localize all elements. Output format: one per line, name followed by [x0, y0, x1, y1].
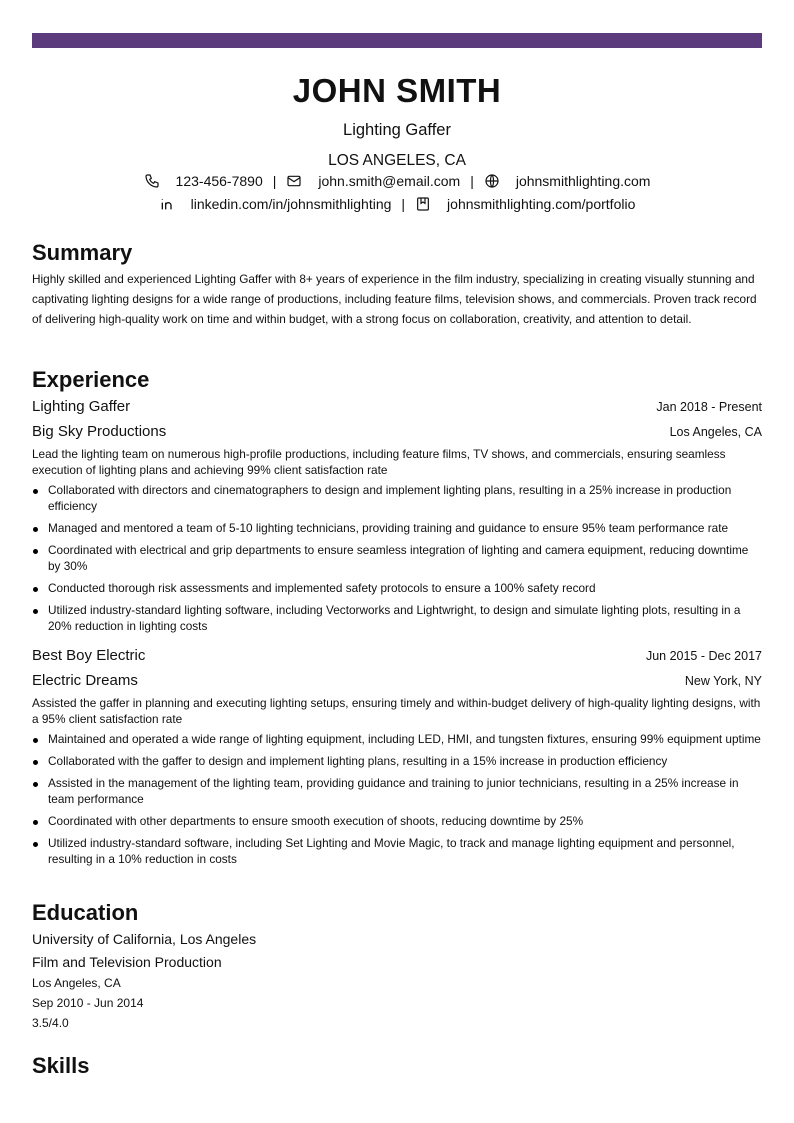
- job-bullets: [32, 731, 762, 873]
- experience-heading: Experience: [32, 367, 150, 392]
- education-heading: Education: [32, 900, 139, 925]
- list-item: Coordinated with electrical and grip departments to ensure seamless integration of lighting and camera equipment, reducing downtime by 30%: [32, 542, 762, 574]
- email-text: john.smith@email.com: [318, 173, 461, 189]
- contact-row-secondary: [32, 196, 762, 212]
- job-bullets: [32, 482, 762, 640]
- job-company: Big Sky Productions: [32, 423, 167, 440]
- separator: |: [272, 173, 277, 189]
- list-item: Coordinated with other departments to ensure smooth execution of shoots, reducing downtime by 25%: [32, 813, 762, 829]
- education-school: University of California, Los Angeles: [32, 931, 257, 947]
- list-item: Utilized industry-standard lighting software, including Vectorworks and Lightwright, to design and simulate lighting plots, resulting in a 20% reduction in lighting costs: [32, 602, 762, 634]
- linkedin-contact[interactable]: [159, 196, 392, 212]
- contact-row-primary: [32, 173, 762, 189]
- job-description: Lead the lighting team on numerous high-profile productions, including feature films, TV shows, and commercials, ensuring seamless execution of lighting plans and achieving 99% client satisfaction rate: [32, 447, 726, 477]
- phone-contact[interactable]: [144, 173, 263, 189]
- job-dates: Jun 2015 - Dec 2017: [645, 649, 762, 663]
- separator: |: [470, 173, 474, 189]
- phone-text: 123-456-7890: [175, 173, 263, 189]
- education-location: Los Angeles, CA: [32, 976, 121, 990]
- accent-bar: [32, 33, 762, 48]
- summary-text: Highly skilled and experienced Lighting Gaffer with 8+ years of experience in the film industry, specializing in creating visually stunning and captivating lighting designs for a wide range of productions, including feature films, television shows, and commercials. Proven track record of delivering high-quality work on time and within budget, with a strong focus on collaboration, creativity, and attention to detail.: [32, 272, 757, 326]
- summary-heading: Summary: [32, 240, 133, 265]
- separator: |: [401, 196, 406, 212]
- job-dates: Jan 2018 - Present: [656, 400, 762, 414]
- education-gpa: 3.5/4.0: [32, 1016, 69, 1030]
- candidate-name: JOHN SMITH: [292, 72, 502, 109]
- job-location: New York, NY: [684, 674, 762, 688]
- job-description: Assisted the gaffer in planning and executing lighting setups, ensuring timely and within-budget delivery of high-quality lighting designs, with a 95% client satisfaction rate: [32, 696, 761, 726]
- list-item: Managed and mentored a team of 5-10 lighting technicians, providing training and guidance to ensure 95% team performance rate: [32, 520, 762, 536]
- list-item: Collaborated with the gaffer to design and implement lighting plans, resulting in a 15% increase in production efficiency: [32, 753, 762, 769]
- portfolio-contact[interactable]: [415, 196, 635, 212]
- job-title: Best Boy Electric: [32, 647, 146, 664]
- portfolio-icon: [415, 196, 431, 212]
- list-item: Utilized industry-standard software, including Set Lighting and Movie Magic, to track and manage lighting equipment and personnel, resulting in a 10% reduction in costs: [32, 835, 762, 867]
- linkedin-text: linkedin.com/in/johnsmithlighting: [190, 196, 392, 212]
- list-item: Conducted thorough risk assessments and implemented safety protocols to ensure a 100% safety record: [32, 580, 762, 596]
- education-dates: Sep 2010 - Jun 2014: [32, 996, 144, 1010]
- phone-icon: [144, 173, 160, 189]
- list-item: Maintained and operated a wide range of lighting equipment, including LED, HMI, and tungsten fixtures, ensuring 99% equipment uptime: [32, 731, 762, 747]
- portfolio-text: johnsmithlighting.com/portfolio: [447, 196, 636, 212]
- candidate-location: LOS ANGELES, CA: [328, 152, 466, 169]
- website-contact[interactable]: [484, 173, 651, 189]
- email-icon: [286, 173, 302, 189]
- job-title: Lighting Gaffer: [32, 398, 131, 415]
- education-degree: Film and Television Production: [32, 954, 222, 970]
- email-contact[interactable]: [286, 173, 460, 189]
- skills-heading: Skills: [32, 1053, 90, 1078]
- globe-icon: [484, 173, 500, 189]
- website-text: johnsmithlighting.com: [515, 173, 651, 189]
- candidate-title: Lighting Gaffer: [343, 121, 451, 139]
- linkedin-icon: [159, 196, 175, 212]
- list-item: Collaborated with directors and cinematographers to design and implement lighting plans, resulting in a 25% increase in production efficiency: [32, 482, 762, 514]
- job-location: Los Angeles, CA: [669, 425, 762, 439]
- job-company: Electric Dreams: [32, 672, 138, 689]
- list-item: Assisted in the management of the lighting team, providing guidance and training to junior technicians, resulting in a 25% increase in team performance: [32, 775, 762, 807]
